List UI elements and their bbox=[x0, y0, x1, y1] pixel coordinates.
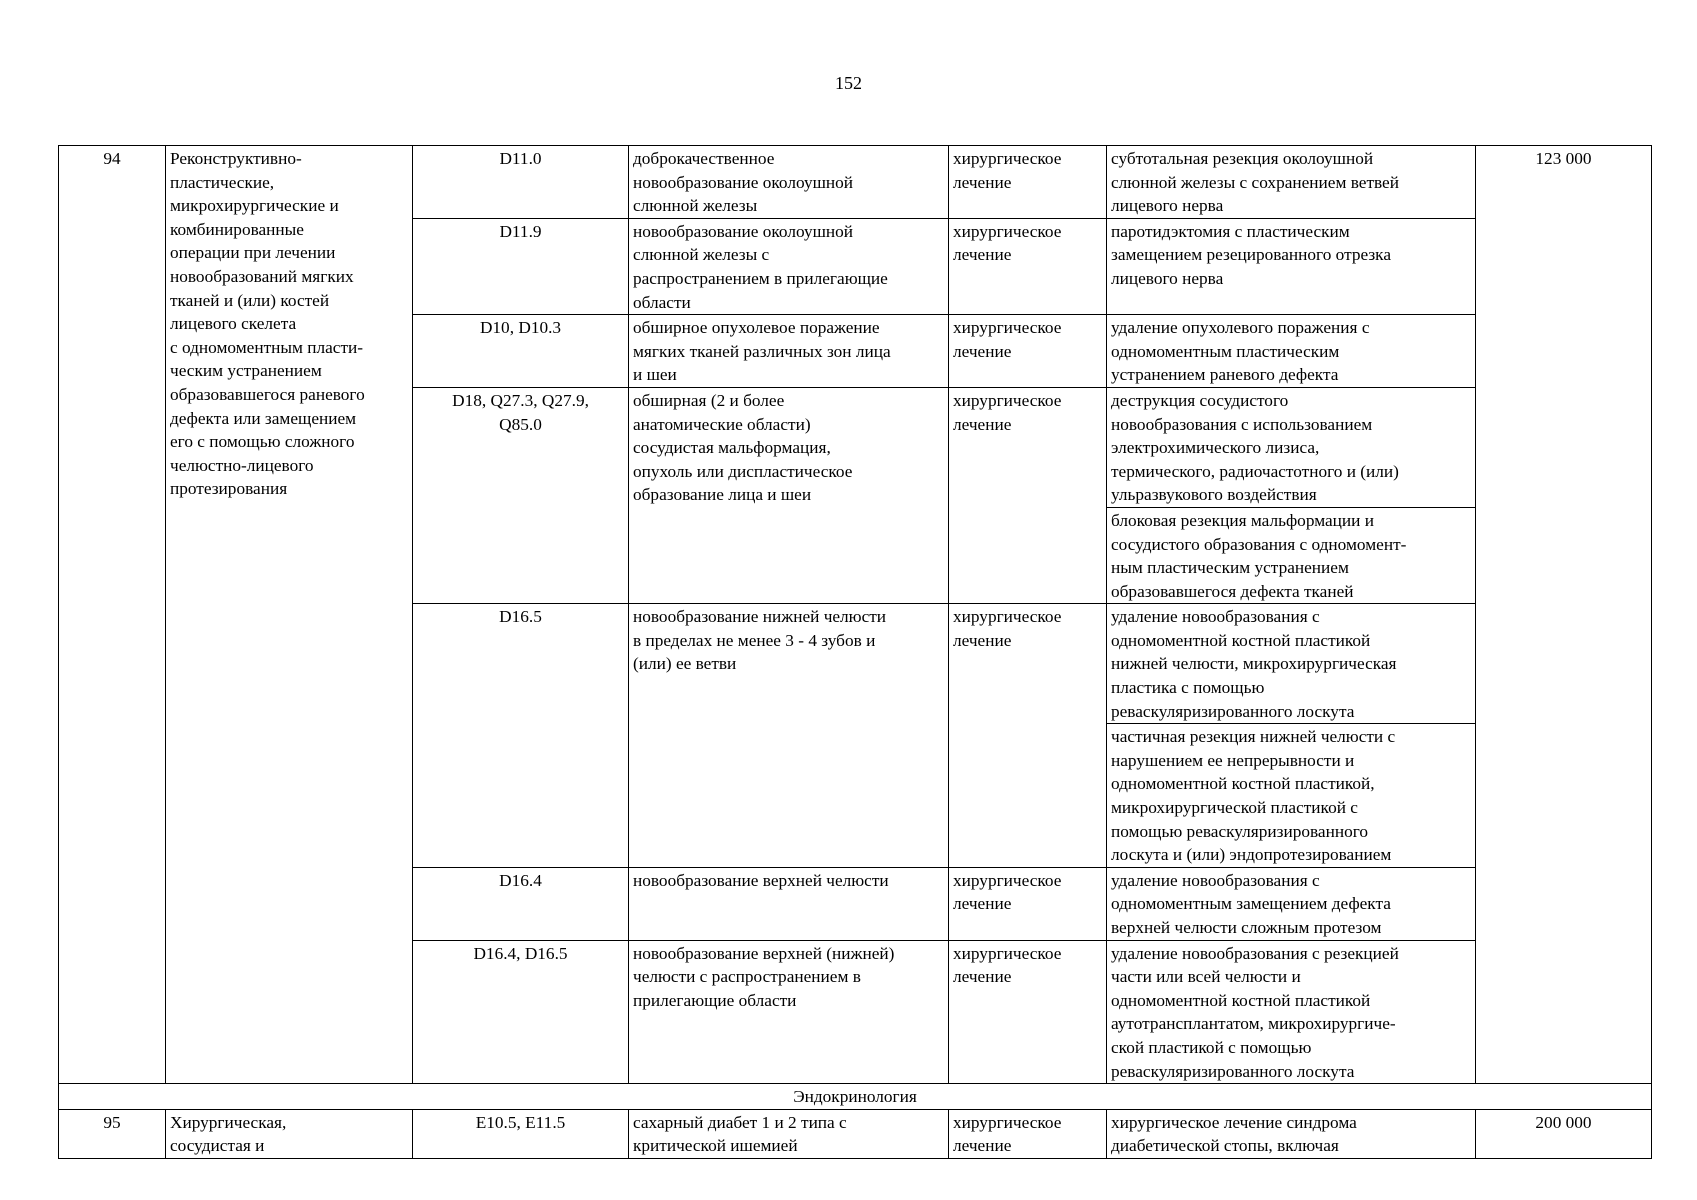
diagnosis-cell: обширная (2 и более анатомические области) сосудистая мальформация, опухоль или диспластическое образование лица и шеи bbox=[629, 387, 949, 603]
codes-cell: E10.5, E11.5 bbox=[413, 1109, 629, 1158]
diagnosis-cell: сахарный диабет 1 и 2 типа с критической ишемией bbox=[629, 1109, 949, 1158]
diagnosis-cell: новообразование верхней челюсти bbox=[629, 867, 949, 940]
method-cell: деструкция сосудистого новообразования с использованием электрохимического лизиса, термического, радиочастотного и (или) ульразвукового воздействия bbox=[1107, 387, 1476, 507]
method-cell: удаление опухолевого поражения с одномоментным пластическим устранением раневого дефекта bbox=[1107, 315, 1476, 388]
diagnosis-cell: доброкачественное новообразование околоушной слюнной железы bbox=[629, 146, 949, 219]
method-cell: блоковая резекция мальформации и сосудистого образования с одномомент- ным пластическим устранением образовавшегося дефекта тканей bbox=[1107, 507, 1476, 603]
group-number-cell: 95 bbox=[59, 1109, 166, 1158]
method-cell: удаление новообразования с одномоментным замещением дефекта верхней челюсти сложным протезом bbox=[1107, 867, 1476, 940]
codes-cell: D18, Q27.3, Q27.9, Q85.0 bbox=[413, 387, 629, 603]
method-cell: удаление новообразования с одномоментной костной пластикой нижней челюсти, микрохирургическая пластика с помощью реваскуляризированного лоскута bbox=[1107, 604, 1476, 724]
treatment-cell: хирургическое лечение bbox=[949, 146, 1107, 219]
diagnosis-cell: новообразование нижней челюсти в пределах не менее 3 - 4 зубов и (или) ее ветви bbox=[629, 604, 949, 868]
treatment-cell: хирургическое лечение bbox=[949, 387, 1107, 603]
group-name-cell: Хирургическая, сосудистая и bbox=[166, 1109, 413, 1158]
method-cell: паротидэктомия с пластическим замещением резецированного отрезка лицевого нерва bbox=[1107, 218, 1476, 314]
treatment-cell: хирургическое лечение bbox=[949, 940, 1107, 1084]
codes-cell: D16.5 bbox=[413, 604, 629, 868]
method-cell: субтотальная резекция околоушной слюнной железы с сохранением ветвей лицевого нерва bbox=[1107, 146, 1476, 219]
group-number-cell: 94 bbox=[59, 146, 166, 1084]
table-row bbox=[59, 1109, 1652, 1158]
codes-cell: D16.4, D16.5 bbox=[413, 940, 629, 1084]
codes-cell: D11.0 bbox=[413, 146, 629, 219]
method-cell: частичная резекция нижней челюсти с нарушением ее непрерывности и одномоментной костной пластикой, микрохирургической пластикой с помощью реваскуляризированного лоскута и (или) эндопротезированием bbox=[1107, 724, 1476, 868]
method-cell: удаление новообразования с резекцией части или всей челюсти и одномоментной костной пластикой аутотрансплантатом, микрохирургиче- ской пластикой с помощью реваскуляризированного лоскута bbox=[1107, 940, 1476, 1084]
codes-cell: D16.4 bbox=[413, 867, 629, 940]
page-number: 152 bbox=[835, 73, 862, 93]
treatment-cell: хирургическое лечение bbox=[949, 604, 1107, 868]
price-cell: 200 000 bbox=[1476, 1109, 1652, 1158]
price-cell: 123 000 bbox=[1476, 146, 1652, 1084]
section-row bbox=[59, 1084, 1652, 1110]
codes-cell: D11.9 bbox=[413, 218, 629, 314]
diagnosis-cell: новообразование верхней (нижней) челюсти с распространением в прилегающие области bbox=[629, 940, 949, 1084]
method-cell: хирургическое лечение синдрома диабетической стопы, включая bbox=[1107, 1109, 1476, 1158]
group-name-cell: Реконструктивно- пластические, микрохирургические и комбинированные операции при лечении новообразований мягких тканей и (или) костей лицевого скелета с одномоментным пласти- ческим устранением образовавшегося раневого дефекта или замещением его с помощью сложного челюстно-лицевого протезирования bbox=[166, 146, 413, 1084]
codes-cell: D10, D10.3 bbox=[413, 315, 629, 388]
section-title: Эндокринология bbox=[59, 1084, 1652, 1110]
treatment-cell: хирургическое лечение bbox=[949, 1109, 1107, 1158]
services-table bbox=[58, 145, 1652, 1159]
treatment-cell: хирургическое лечение bbox=[949, 218, 1107, 314]
diagnosis-cell: обширное опухолевое поражение мягких тканей различных зон лица и шеи bbox=[629, 315, 949, 388]
treatment-cell: хирургическое лечение bbox=[949, 315, 1107, 388]
treatment-cell: хирургическое лечение bbox=[949, 867, 1107, 940]
table-row bbox=[59, 146, 1652, 219]
diagnosis-cell: новообразование околоушной слюнной железы с распространением в прилегающие области bbox=[629, 218, 949, 314]
